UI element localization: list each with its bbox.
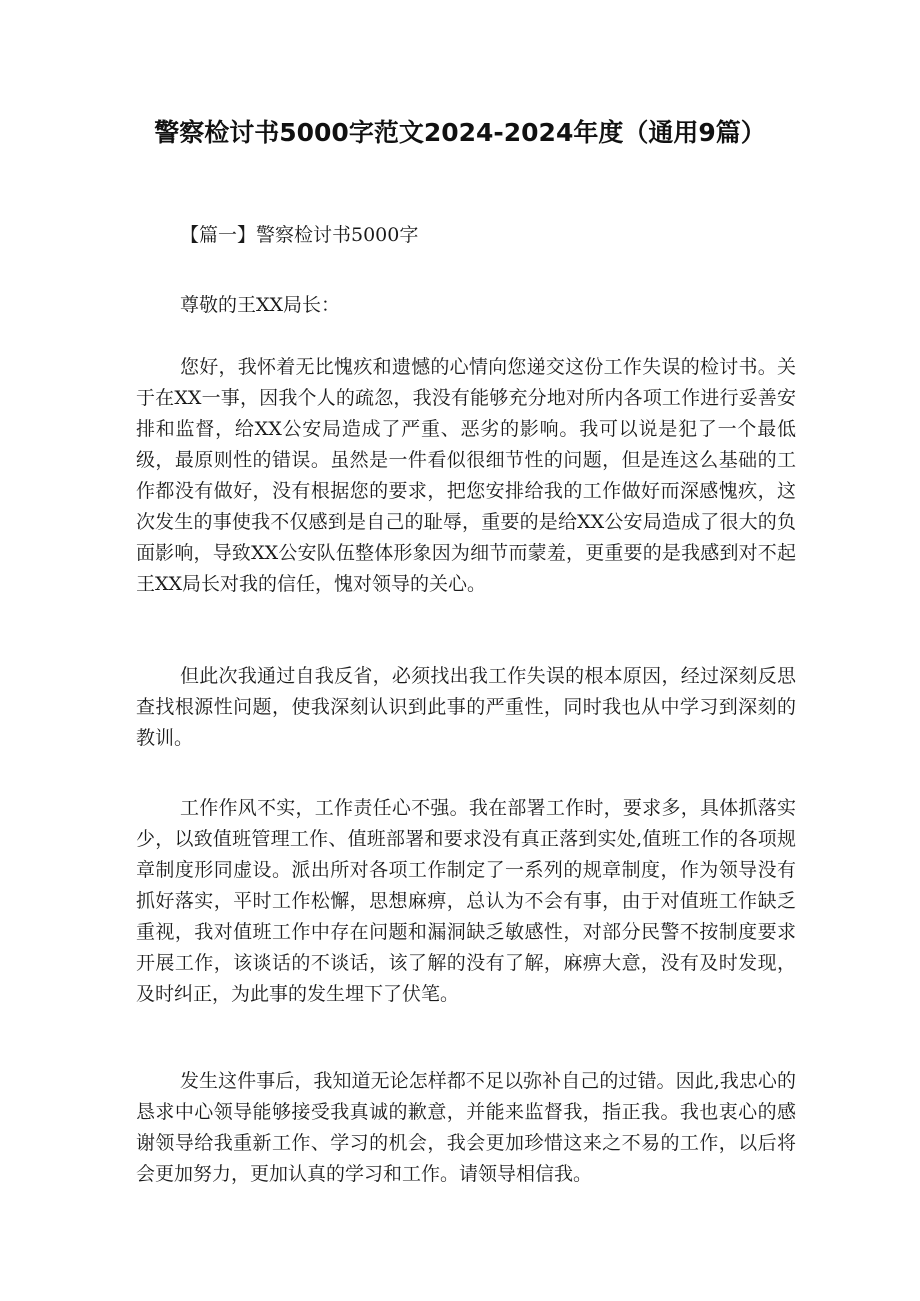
document-title: 警察检讨书5000字范文2024-2024年度（通用9篇） [154, 118, 766, 147]
section-heading: 【篇一】警察检讨书5000字 [180, 224, 419, 246]
paragraph-reflection: 但此次我通过自我反省，必须找出我工作失误的根本原因，经过深刻反思查找根源性问题，使我深刻认识到此事的严重性，同时我也从中学习到深刻的教训。 [136, 665, 796, 749]
salutation: 尊敬的王XX局长： [180, 294, 341, 316]
paragraph-work-style: 工作作风不实，工作责任心不强。我在部署工作时，要求多，具体抓落实少，以致值班管理工作、值班部署和要求没有真正落到实处,值班工作的各项规章制度形同虚设。派出所对各项工作制定了一系列的规章制度，作为领导没有抓好落实，平时工作松懈，思想麻痹，总认为不会有事，由于对值班工作缺乏重视，我对值班工作中存在问题和漏洞缺乏敏感性，对部分民警不按制度要求开展工作，该谈话的不谈话，该了解的没有了解，麻痹大意，没有及时发现，及时纠正，为此事的发生埋下了伏笔。 [136, 797, 796, 1005]
paragraph-apology: 您好，我怀着无比愧疚和遗憾的心情向您递交这份工作失误的检讨书。关于在XX一事，因我个人的疏忽，我没有能够充分地对所内各项工作进行妥善安排和监督，给XX公安局造成了严重、恶劣的影响。我可以说是犯了一个最低级，最原则性的错误。虽然是一件看似很细节性的问题，但是连这么基础的工作都没有做好，没有根据您的要求，把您安排给我的工作做好而深感愧疚，这次发生的事使我不仅感到是自己的耻辱，重要的是给XX公安局造成了很大的负面影响，导致XX公安队伍整体形象因为细节而蒙羞，更重要的是我感到对不起王XX局长对我的信任，愧对领导的关心。 [136, 356, 796, 595]
paragraph-commitment: 发生这件事后，我知道无论怎样都不足以弥补自己的过错。因此,我忠心的恳求中心领导能够接受我真诚的歉意，并能来监督我，指正我。我也衷心的感谢领导给我重新工作、学习的机会，我会更加珍惜这来之不易的工作，以后将会更加努力，更加认真的学习和工作。请领导相信我。 [136, 1070, 796, 1185]
